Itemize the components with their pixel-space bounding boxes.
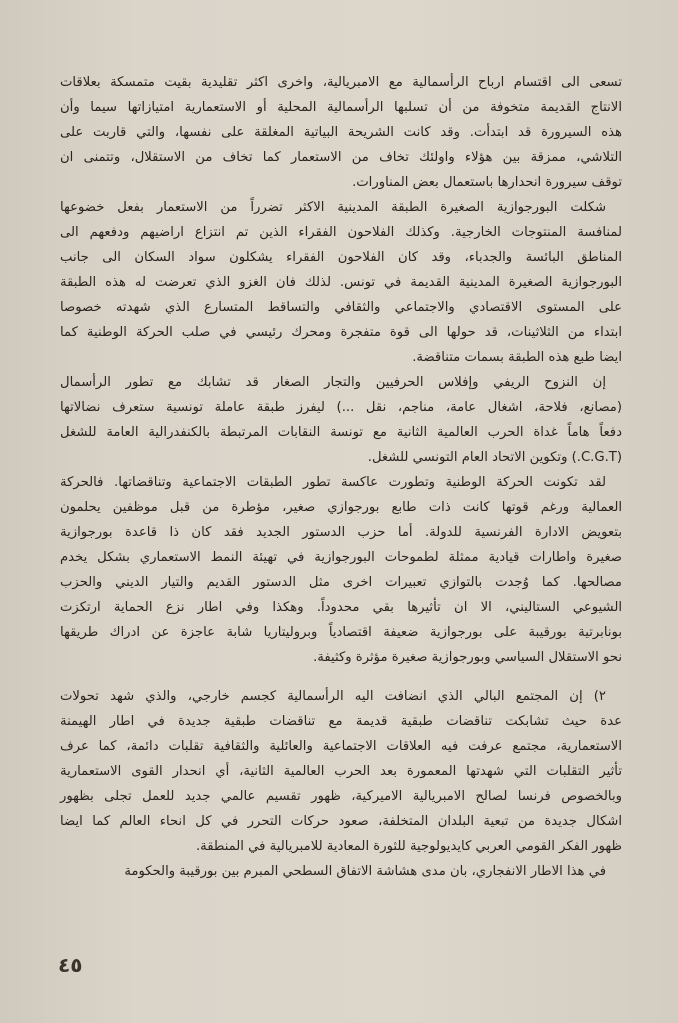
text-line: ايضا طبع هذه الطبقة بسمات متناقضة.: [412, 350, 622, 365]
text-line: بونابرتية بورقيبة على بورجوازية ضعيفة اقتصادياً وبروليتاريا شابة عاجزة عن ادراك طريقها: [60, 625, 622, 640]
text-line: توقف سيرورة انحدارها باستعمال بعض المناورات.: [352, 175, 622, 190]
text-line: لقد تكونت الحركة الوطنية وتطورت عاكسة تطور الطبقات الاجتماعية وتناقضاتها. فالحركة: [60, 475, 606, 490]
text-line: نحو الاستقلال السياسي وبورجوازية صغيرة مؤثرة وكثيفة.: [313, 650, 622, 665]
text-line: عدة حيث تشابكت تناقضات طبقية قديمة مع تناقضات طبقية جديدة في اطار الهيمنة: [60, 714, 622, 729]
text-line: تسعى الى اقتسام ارباح الرأسمالية مع الامبريالية، واخرى اكثر تقليدية بقيت متمسكة بعلاقات: [60, 75, 622, 90]
text-line: تأثير التقلبات التي شهدتها المعمورة بعد الحرب العالمية الثانية، أي انحدار القوى الاستعمارية: [60, 764, 622, 779]
text-line: في هذا الاطار الانفجاري، بان مدى هشاشة الاتفاق السطحي المبرم بين بورقيبة والحكومة: [124, 864, 606, 879]
text-line: صغيرة واطارات قيادية ممثلة لطموحات البورجوازية في تهيئة النمط الاستعماري بشكل يخدم: [60, 550, 622, 565]
text-line: دفعاً هاماً غداة الحرب العالمية الثانية مع تونسة النقابات المرتبطة بالكنفدرالية العامة للشغل: [60, 425, 622, 440]
text-line: ابتداء من الثلاثينات، قد حولها الى قوة متفجرة ومحرك رئيسي في صلب الحركة الوطنية كما: [60, 325, 622, 340]
text-line: هذه السيرورة قد ابتدأت. وقد كانت الشريحة البياتية المغلقة على نفسها، والتي قاربت على: [60, 125, 622, 140]
text-line: المناطق البائسة والجدباء، وقد كان الفلاحون الفقراء يشكلون سواد السكان الى جانب: [60, 250, 622, 265]
paragraph: [60, 370, 622, 470]
text-line: (C.G.T.) وتكوين الاتحاد العام التونسي للشغل.: [367, 450, 622, 465]
text-line: (مصانع، فلاحة، اشغال عامة، مناجم، نقل ...) ليفرز طبقة عاملة تونسية ستعرف نضالاتها: [60, 400, 622, 415]
text-line: ٢) إن المجتمع البالي الذي انضافت اليه الرأسمالية كجسم خارجي، والذي شهد تحولات: [60, 689, 606, 704]
paragraph: [60, 470, 622, 670]
text-line: مصالحها. كما وُجدت بالتوازي تعبيرات اخرى مثل الدستور القديم والتيار الديني والحزب: [60, 575, 622, 590]
text-line: البورجوازية الصغيرة المدينية القديمة في تونس. لذلك فان الغزو الذي تعرضت له هذه الطبقة: [60, 275, 622, 290]
body-text: [60, 70, 622, 884]
text-line: شكلت البورجوازية الصغيرة الطبقة المدينية الاكثر تضرراً من الاستعمار بفعل خضوعها: [60, 200, 606, 215]
text-line: اشكال جديدة من تبعية البلدان المتخلفة، صعود حركات التحرر في كل انحاء العالم كما ايضا: [60, 814, 622, 829]
text-line: ظهور الفكر القومي العربي كايديولوجية للثورة المعادية للامبريالية في المنطقة.: [195, 839, 622, 854]
text-line: بتعويض الادارة الفرنسية للدولة. أما حزب الدستور الجديد فقد كان ذا قاعدة بورجوازية: [60, 525, 622, 540]
text-line: لمنافسة المنتوجات الخارجية. وكذلك الفلاحون الفقراء الذين تم انتزاع اراضيهم ودفعهم الى: [60, 225, 622, 240]
paragraph: [60, 684, 622, 859]
text-line: التلاشي، ممزقة بين هؤلاء واولئك تخاف من الاستعمار كما تخاف من الاستقلال، وتتمنى ان: [60, 150, 622, 165]
page-number: ٤٥: [58, 953, 83, 977]
paragraph: [60, 859, 622, 884]
text-line: على المستوى الاقتصادي والاجتماعي والثقافي والتساقط المتسارع الذي شهدته خصوصا: [60, 300, 622, 315]
text-line: العمالية ورغم قوتها كانت ذات طابع بورجوازي صغير، مؤطرة من قبل موظفين يحلمون: [60, 500, 622, 515]
text-line: الاستعمارية، مجتمع عرفت فيه العلاقات الاجتماعية والعائلية والثقافية تقلبات دائمة، كما عرف: [60, 739, 622, 754]
text-line: إن النزوح الريفي وإفلاس الحرفيين والتجار الصغار قد تشابك مع تطور الرأسمال: [60, 375, 606, 390]
text-line: الشيوعي الستاليني، الا ان تأثيرها بقي محدوداً. وهكذا وفي اطار نزع الحماية ارتكزت: [60, 600, 622, 615]
paragraph: [60, 195, 622, 370]
text-line: الانتاج القديمة متخوفة من أن تسلبها الرأسمالية المحلية أو الاستعمارية امتيازاتها سيما وأن: [60, 100, 622, 115]
text-line: وبالخصوص فرنسا لصالح الامبريالية الاميركية، ظهور تقسيم عالمي جديد للعمل تجلى بظهور: [60, 789, 622, 804]
paragraph: [60, 70, 622, 195]
